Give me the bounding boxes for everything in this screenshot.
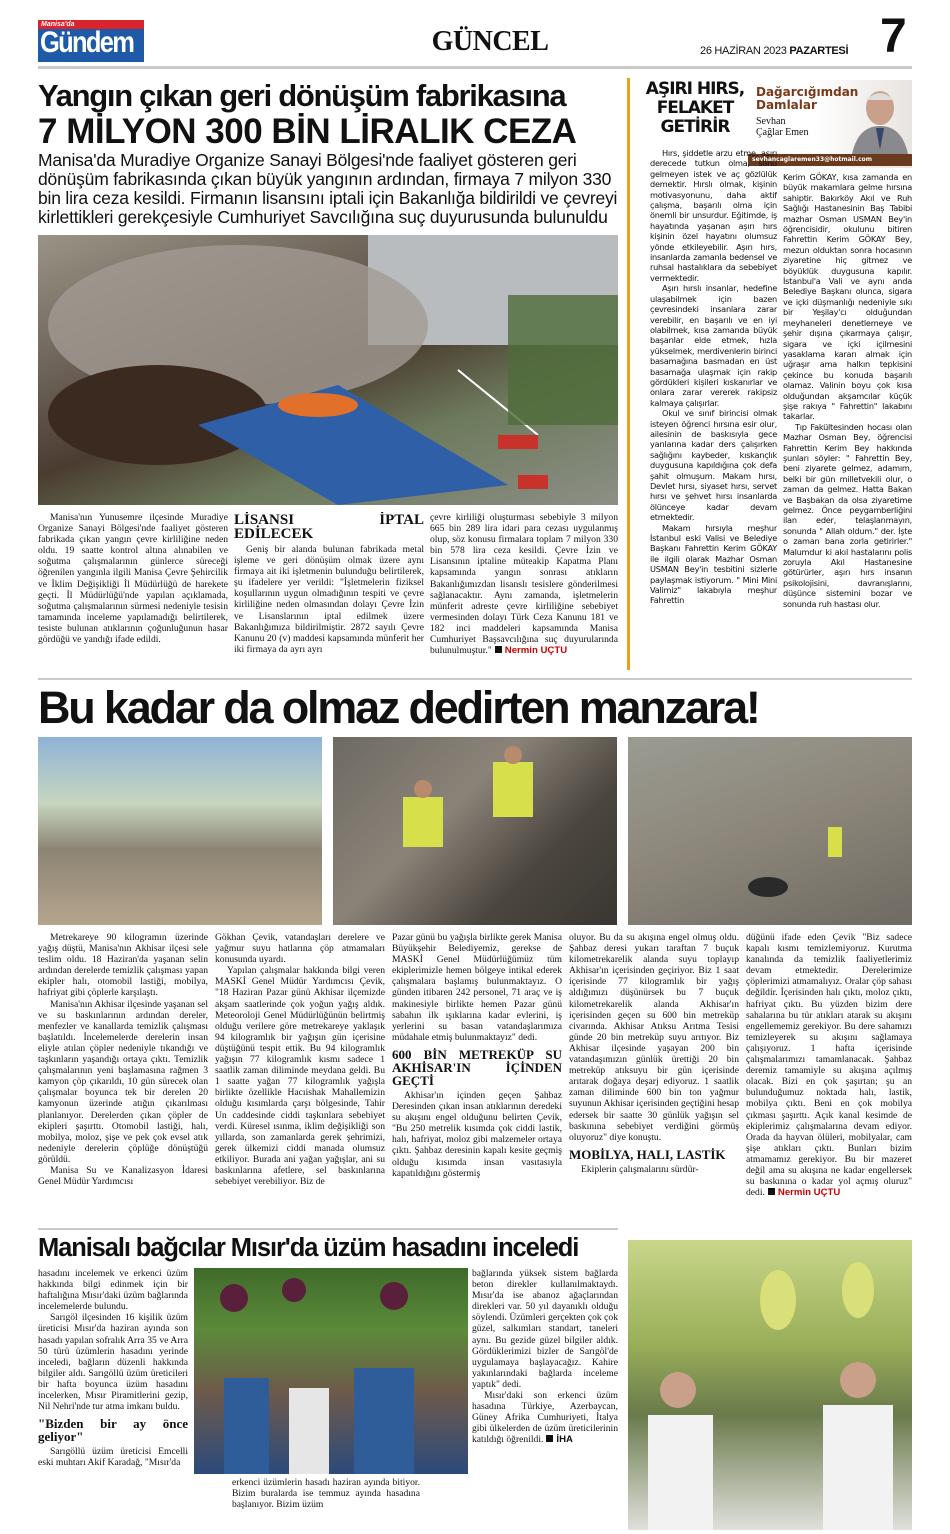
article1-column-3 [430,512,618,670]
column-text-1 [650,148,777,670]
section-divider [38,1228,618,1230]
paragraph: Metrekareye 90 kilogramın üzerinde yağış düştü, Manisa'nın Akhisar ilçesi sele teslim oldu. 18 Haziran'da yaşanan selin ardından derelerde temizlik çalışması yapan ekipler halı, otomobil lastiği, mobilya, hafriyat gibi çöplerle karşılaştı. [38,932,208,999]
article3-column-2 [232,1477,420,1511]
factory-fire-photo [38,235,618,505]
logo-top-text: Manisa'da [38,20,144,29]
paragraph: düğünü ifade eden Çevik "Biz sadece kapalı kısmı temizlemiyoruz. Kurutma kanalında da temizlik faaliyetlerimiz devam etmektedir. Derelerimize çöplerimizi atmamalıyız. Oralar çöp sahası değildir. İçerisinden halı çıktı, moloz çıktı, hafriyat çıktı. Bu yüzden bizim dere sahalarına bu tür atıkları atarak su akışını engellememiz gerekiyor. Bu dere sahamızı temizleyerek su akışını sağlamaya çalışıyoruz. 1 hafta içerisinde çalışmalarımızı tamamlanacak. Şahbaz deremiz tamamiyle su akışına açılmış olacak. Bizi en çok şaşırtan; şu an bulunduğumuz noktada halı, lastik, mobilya çıktı. Beni en çok mobilya çıkması şaşırttı. Açık kanal kesimde de ekiplerimiz çalışmalarına devam ediyor. Orada da hayvan ölüleri, mobilyalar, cam şişe atıkları çıktı. Bunları bizim atmamamız gerekiyor. Bu bir mazeret değil ama su akışına ne kadar engellersek su baskınına o kadar yol açmış oluruz" dedi. [746,932,912,1199]
issue-date [700,45,848,57]
column-accent-rule [627,78,630,670]
logo-name: Gündem [40,26,134,59]
paragraph: Sarıgöllü üzüm üreticisi Emcelli eski muhtarı Akif Karadağ, "Mısır'da [38,1446,188,1469]
column-series: Dağarcığımdan Damlalar [756,85,859,112]
byline-square-icon [546,1435,553,1442]
paragraph: Manisa'nın Yunusemre ilçesinde Muradiye Organize Sanayi Bölgesi'nde faaliyet gösteren fabrikada çıkan yangın çevre kirliliğine neden oldu. 19 saatte kontrol altına alınabilen ve soğutma çalışmalarının günlerce süreceği öğrenilen yangınla ilgili Manisa Çevre Şehircilik ve İklim Değişikliği İl Müdürlüğü de harekete geçti. İl Müdürlüğü'nde yapılan açıklamada, soğutma çalışmalarının sürmesi nedeniyle tesisin tamamında inceleme yapılamadığı belirtilerek, tesiste bulunan atıklarının çoğunluğunun hasar gördüğü ve yandığı ifade edildi. [38,512,228,646]
byline-square-icon [768,1188,775,1195]
paragraph: Kerim GÖKAY, kısa zamanda en büyük makamlara gelme hırsına sahiptir. Bakırköy Akıl ve Ruh Sağlığı Hastanesinin Baş Tabibi mazhar Osman USMAN Bey'in öğrencisidir, okulunu bitiren Fahrettin Kerim GÖKAY Bey, mezun olduktan sonra hocasının ziyaretine hiç gitmez ve böyüklük duygusuna kapılır. İstanbul'a Vali ve aynı anda Belediye Başkanı olunca, sigara ve içki düşmanlığı nedeniyle sıkı bir Yeşilay'cı olduğundan meyhaneleri denetlemeye ve şehir dışına çıkarmaya çalışır, sigara ve içki içilmesini yasaklama kararı almak için uğraşır ama halkın tepkisini çekince bu konuda başarılı olamaz. Valinin boyu çok kısa olduğundan akşamcılar küçük şişe rakıya " Fahrettin" lakabını takarlar. [783,172,912,422]
article2-column-1 [38,932,208,1222]
street-debris-photo [38,737,322,925]
author-first: Sevhan [756,116,786,127]
paragraph: Manisa Su ve Kanalizasyon İdaresi Genel Müdür Yardımcısı [38,1164,208,1188]
date-text: 26 HAZİRAN 2023 [700,45,787,57]
paragraph: Manisa'nın Akhisar ilçesinde yaşanan sel ve su baskınlarının ardından dereler, menfezler ve kanallarda temizlik çalışması başlatıldı. İncelemelerde derelerin insan eliyle atılan çöpler nedeniyle tıkandığı ve taşkınların yaşandığı ortaya çıktı. Temizlik çalışmalarının yeni başlamasına rağmen 3 kamyon çöp çıkarıldı, 10 gün sürecek olan çalışmalar boyunca tek bir derelen 20 kamyonun üzerinde atığın çıkarılması planlanıyor. Derelerden çıkan çöpler de ekipleri şaşırttı. Otomobil lastiği, halı, mobilya, moloz, şişe ve pek çok evsel atık nedeniyle derelerin çöplüğe dönüştüğü görüldü. [38,998,208,1165]
paragraph: Sarıgöl ilçesinden 16 kişilik üzüm üreticisi Mısır'da haziran ayında son hasadı yapılan sofralık Arra 35 ve Arra 50 türü üzümlerin hasadını yerinde inceledi, bağların düzenli hakkında bilgiler aldı. Sarıgöllü üzüm üreticileri bir hafta boyunca üzüm hasadını incelerken, Mısır Piramitlerini gezip, Nil Nehri'nde tur atma imkanı buldu. [38,1312,188,1413]
paragraph: Okul ve sınıf birincisi olmak isteyen öğrenci hırsına esir olur, ailesinin de baskısıyla gece yarılarına kadar ders çalışırken sağlığını kaybeder, kıskançlık duygusuna kapıldığına çok defa şahit olmuşum. Makam hırsı, Devlet hırsı, siyaset hırsı, servet hırsı ve şehvet hırsı insanlarda ölünceye kadar devam etmektedir. [650,408,777,523]
article2-column-2 [215,932,385,1222]
article2-column-4 [569,932,739,1222]
paragraph: Ekiplerin çalışmalarını sürdür- [581,1163,699,1175]
paragraph: Pazar günü bu yağışla birlikte gerek Manisa Büyükşehir Belediyemiz, gerekse de MASKİ Genel Müdürlüğümüz tüm ekiplerimizle hemen bölgeye intikal ederek çalışmalara başlamış bulunmaktayız. O günden itibaren 242 personel, 71 araç ve iş makinesiyle birlikte hemen Pazar günü sabahın ilk ışıklarına kadar evlerini, iş yerlerini su basan vatandaşlarımıza müdahale etmiş bulunmaktayız" dedi. [392,932,562,1043]
columnist-name [756,116,808,138]
article3-column-1 [38,1268,188,1510]
workers-cleaning-photo [333,737,617,925]
grape-inspection-photo [628,1240,912,1530]
paragraph: bağlarında yüksek sistem bağlarda beton direkler kullanılmaktaydı. Mısır'da ise abanoz ağaçlarından direkleri var. 50 yıl dayanıklı olduğu söylendi. Üzümleri gerçekten çok çok güzel, salkımları standart, taneleri aynı. Bu gezide güzel bilgiler aldık. Gördüklerimizi bizler de Sarıgöl'de uygulamaya başlayacağız. Kahire yakınlarındaki bağlarda inceleme yaptık" dedi. [472,1268,618,1390]
paragraph: oluyor. Bu da su akışına engel olmuş oldu. Şahbaz deresi yukarı taraftan 7 buçuk kilometrekarelik alanda suyu toplayıp Akhisar'ın içerisinden geçiriyor. Biz 1 saat içerisinde 77 kilogramlık bir yağış aldığımızı düşünürsek bu 7 buçuk kilometrekarelik alanda Akhisar'ın içerisinden geçen su 600 bin metreküp civarında. Akhisar Atıksu Arıtma Tesisi günde 20 bin metreküp suyu arıtıyor. Biz Akhisar ilçesinde yaşayan 200 bin vatandaşımızın günlük ürettiği 20 bin metreküp atıksuyu bir gün içerisinde arıtarak doğaya deşarj ediyoruz. 1 saatlik zaman diliminde 600 bin ton yağmur suyunun Akhisar içerisinden geçtiğini hesap edersek bir saatte 30 günlük yağışın sel baskınına sebebiyet verdiğini görmüş oluyoruz" diye konuştu. [569,932,739,1143]
paragraph: Makam hırsıyla meşhur İstanbul eski Valisi ve Belediye Başkanı Fahrettin Kerim GÖKAY ile ilgili olarak Mazhar Osman USMAN Bey'in tesbitini sizlerle paylaşmak istiyorum. " Mini Mini Valimiz" lakabıyla meşhur Fahrettin [650,522,777,606]
paragraph: Geniş bir alanda bulunan fabrikada metal işleme ve geri dönüşüm olmak üzere aynı firmaya ait iki işletmenin bulunduğu belirtilerek, şu ifadelere yer verildi: "İşletmelerin fiziksel koşullarının uygun olmadığının tespiti ve çevre kirliliğine neden olmasından dolayı Çevre İzin ve Lisanslarının iptal edilmek üzere Bakanlığımıza bildirilmiştir. 2872 sayılı Çevre Kanunu 20 (v) maddesi kapsamında münferit her iki firmaya da ayrı ayrı [234,544,424,655]
grape-inspection-illustration [628,1240,912,1530]
article3-column-3 [472,1268,618,1512]
section-title: GÜNCEL [431,26,549,57]
fire-scene-illustration [38,235,618,505]
page-number: 7 [880,10,907,63]
article2-column-5 [746,932,912,1222]
drainage-channel-photo [628,737,912,925]
columnist-portrait [848,84,912,154]
paragraph: erkenci üzümlerin hasadı haziran ayında bitiyor. Bizim buralarda ise temmuz ayında hasadına başlanıyor. Bizim üzüm [232,1477,420,1511]
section-divider [38,678,912,680]
paragraph: Mısır'daki son erkenci üzüm hasadına Türkiye, Azerbaycan, Güney Afrika Cumhuriyeti, İtalya gibi ülkelerden de üzüm üreticilerinin katıldığı öğrenildi. [472,1390,618,1446]
byline: Nermin UÇTU [777,1187,841,1199]
subheading: MOBİLYA, HALI, LASTİK [569,1146,726,1162]
article1-deck: Manisa'da Muradiye Organize Sanayi Bölgesi'nde faaliyet gösteren geri dönüşüm fabrikasında çıkan büyük yangının ardından, firmaya 7 milyon 330 bin lira ceza kesildi. Firmanın lisansını iptali için Bakanlığa bildirildi ve çevreyi kirlettikleri gerekçesiyle Cumhuriyet Savcılığına suç duyurusunda bulunuldu [38,150,618,227]
article2-headline: Bu kadar da olmaz dedirten manzara! [38,682,759,733]
article2-column-3 [392,932,562,1222]
column-text-2 [783,172,912,670]
paragraph: hasadını incelemek ve erkenci üzüm hakkında bilgi edinmek için bir haftalığına Mısır'daki üzüm bağlarında incelemelerde bulundu. [38,1268,188,1313]
author-last: Çağlar Emen [756,127,809,138]
paragraph: Yapılan çalışmalar hakkında bilgi veren MASKİ Genel Müdür Yardımcısı Çevik, "18 Haziran Pazar günü Akhisar ilçemizde akşam saatlerinde çok yoğun yağış aldık. Meteoroloji Genel Müdürlüğünün belirtmiş olduğu verilere göre metrekareye yaklaşık 94 kilogramlık bir yağışın gün içerisine düştüğünü tespit ettik. Bu 94 kilogramlık yağışın 77 kilogramlık kısmı sadece 1 saatlik zaman diliminde meydana geldi. Bu 1 saatte yağan 77 kilogramlık yağışla birlikte özellikle Hacıishak Mahallemizin olduğu kısımlarda çarşı bölgesinde, Tahir Un caddesinde ciddi taşkınlara sebebiyet verdi. Küresel ısınma, iklim değişikliği son yıllarda, son zamanlarda gerek şehrimizi, gerek ülkemizi ciddi manada olumsuz etkiliyor. Burada ani yağan yağışlar, ani su baskınlarına afetlere, sel baskınlarına sebebiyet verebiliyor. Biz de [215,965,385,1188]
header-rule [38,66,912,69]
grape-vineyard-group-photo [194,1268,468,1474]
article1-headline-2: 7 MİLYON 300 BİN LİRALIK CEZA [38,112,577,151]
subheading: "Bizden bir ay önce geliyor" [38,1416,188,1445]
column-title: AŞIRI HIRS, FELAKET GETİRİR [645,79,745,137]
paragraph: çevre kirliliği oluşturması sebebiyle 3 milyon 665 bin 289 lira idari para cezası uygulanmış olup, söz konusu firmalara toplam 7 milyon 330 bin 578 lira ceza kesildi. Çevre İzin ve Lisansının iptaline müteakip Kapatma Planı kapsamında yangın sonrası atıkların Bakanlığımızdan lisanslı tesislere gönderilmesi sağlanacaktır. Aynı zamanda, işletmelerin münferit adreste çevre kirliliğine sebebiyet vermesinden dolayı Türk Ceza Kanunu 181 ve 182 inci maddeleri kapsamında Manisa Cumhuriyet Başsavcılığına suç duyurularında bulunulmuştur." [430,512,618,657]
byline-square-icon [495,646,502,653]
newspaper-logo [38,20,144,62]
article1-column-2 [234,512,424,670]
paragraph: Tıp Fakültesinden hocası olan Mazhar Osman Bey, öğrencisi Fahrettin Kerim Bey hakkında şunları söyler: " Fahrettin Bey, beni ziyarete gelmez, adamım, belki bir gün milletvekili olur, o zaman da gelmez. Hatta Bakan ve Başbakan da olsa ziyaretime gelmez. Önce peygamberliğini ilan eder, telaşlanmayın, sonunda " Allah oldum." der. İşte o zaman bana zorla getirirler." Malumdur ki akıl hastalarını polis zoruyla Akıl Hastanesine götürürler, aşırı hırs insanın psikolojisini, davranışlarını, düşünce sistemini bozar ve sonunda ruh hastası olur. [783,421,912,609]
vineyard-illustration [194,1268,468,1474]
paragraph: Hırs, şiddetle arzu etme, aşırı derecede tutkun olma, sonu gelmeyen istek ve aç gözlülük demektir. Hırslı olmak, kişinin motivasyonunu, daha aktif çalışma, başarılı olma için önemli bir unsurdur. Eğitimde, iş hayatında yaşanan aşırı hırs kişinin özel hayatını olumsuz yönde etkileyebilir. Aşırı hırs, insanlarda zamanla bedensel ve ruhsal hastalıklara da sebebiyet vermektedir. [650,148,777,283]
paragraph: Aşırı hırslı insanlar, hedefine ulaşabilmek için bazen çevresindeki insanlara zarar verebilir, en başarılı ve en iyi olabilmek, kısa zamanda büyük başarılar elde etmek, hızla yükselmek, merdivenlerin birinci basamağına basmadan en üst basamağa ulaşmak için rakip gördükleri kişileri kıskanırlar ve onlara zarar vererek rakipsiz kalmaya çalışırlar. [650,283,777,408]
subheading: 600 BİN METREKÜP SU AKHİSAR'IN İÇİNDEN GEÇTİ [392,1046,562,1088]
article1-column-1 [38,512,228,670]
paragraph: Gökhan Çevik, vatandaşları derelere ve yağmur suyu hatlarına çöp atmamaları konusunda uyardı. [215,932,385,966]
article3-headline: Manisalı bağcılar Mısır'da üzüm hasadını inceledi [38,1234,579,1262]
day-text: PAZARTESİ [789,45,849,57]
channel-illustration [628,737,912,925]
workers-illustration [333,737,617,925]
paragraph: Akhisar'ın içinden geçen Şahbaz Deresinden çıkan insan atıklarının deredeki su akışını engel olduğunu belirten Çevik, "Bu 250 metrelik kısımda çok ciddi lastik, halı, hafriyat, moloz gibi malzemeler ortaya çıktı. Şahbaz deresinin kapalı kesite geçmiş olduğu kısımda insan vasıtasıyla kapatıldığını göstermiş [392,1089,562,1179]
byline: İHA [556,1434,573,1446]
byline: Nermin UÇTU [504,645,568,657]
article1-headline-1: Yangın çıkan geri dönüşüm fabrikasına [38,78,566,113]
subheading: LİSANSI İPTAL EDİLECEK [234,512,424,542]
columnist-email: sevhancaglaremen33@hotmail.com [748,154,912,166]
